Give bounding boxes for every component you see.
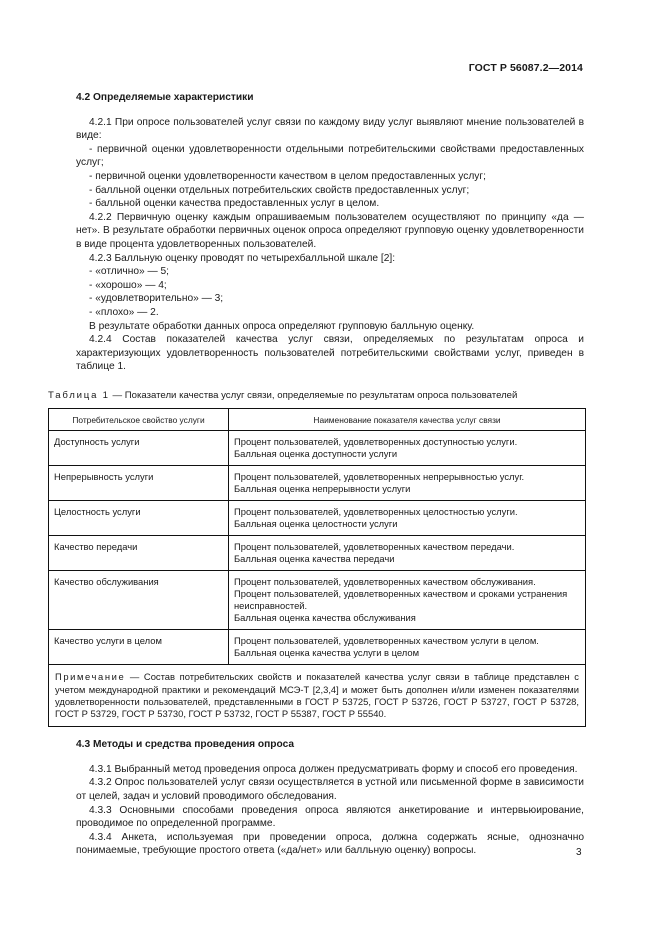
indicator-cell [229,571,586,630]
list-item: - первичной оценки удовлетворенности качеством в целом предоставленных услуг; [89,170,486,182]
indicator-cell [229,501,586,536]
indicator-line: Балльная оценка целостности услуги [234,518,398,530]
paragraph-4-2-4: 4.2.4 Состав показателей качества услуг связи, определяемых по результатам опроса и характеризующих удовлетворенность пользователей потребительскими свойствами услуг, приведен в таблице 1. [76,334,584,373]
column-header-indicator: Наименование показателя качества услуг связи [229,409,586,431]
property-cell: Целостность услуги [49,501,229,536]
score-scale-list [76,265,584,319]
table-row [49,571,586,630]
indicator-cell [229,466,586,501]
table-caption-label: Таблица 1 [48,389,110,401]
table-header-row [49,409,586,431]
indicator-cell [229,630,586,665]
evaluation-list [76,143,584,211]
list-item: - «удовлетворительно» — 3; [89,293,224,305]
indicator-line: Процент пользователей, удовлетворенных целостностью услуги. [234,506,518,518]
list-item: - «плохо» — 2. [89,306,159,318]
indicator-line: Балльная оценка качества услуги в целом [234,647,420,659]
list-item: - первичной оценки удовлетворенности отдельными потребительскими свойствами предоставленных услуг; [76,143,584,169]
paragraph-4-2-3-result: В результате обработки данных опроса определяют групповую балльную оценку. [89,320,475,332]
property-cell: Доступность услуги [49,431,229,466]
section-4-3-title: 4.3 Методы и средства проведения опроса [76,739,295,751]
table-row [49,431,586,466]
property-cell: Непрерывность услуги [49,466,229,501]
list-item: - балльной оценки качества предоставленных услуг в целом. [89,198,380,210]
note-text: — Состав потребительских свойств и показателей качества услуг связи в таблице представлен с учетом международной практики и рекомендаций МСЭ-Т [2,3,4] и может быть дополнен и/или изменен показателями удовлетворенности пользователей, представленными в ГОСТ Р 53725, ГОСТ Р 53726, ГОСТ Р 53727, ГОСТ Р 53728, ГОСТ Р 53729, ГОСТ Р 53730, ГОСТ Р 53732, ГОСТ Р 55387, ГОСТ Р 55540. [55,671,579,720]
indicator-line: Процент пользователей, удовлетворенных доступностью услуги. [234,436,518,448]
indicator-line: Процент пользователей, удовлетворенных качеством и сроками устранения неисправностей. [234,588,568,612]
indicator-line: Процент пользователей, удовлетворенных качеством передачи. [234,541,515,553]
list-item: - балльной оценки отдельных потребительских свойств предоставленных услуг; [89,184,470,196]
column-header-property: Потребительское свойство услуги [49,409,229,431]
property-cell: Качество услуги в целом [49,630,229,665]
table-note [49,665,586,727]
list-item: - «отлично» — 5; [89,266,170,278]
list-item: - «хорошо» — 4; [89,279,167,291]
property-cell: Качество обслуживания [49,571,229,630]
table-caption [48,389,588,403]
indicator-line: Балльная оценка непрерывности услуги [234,483,411,495]
document-code: ГОСТ Р 56087.2—2014 [468,62,583,74]
indicator-line: Балльная оценка качества обслуживания [234,612,416,624]
indicators-table [48,408,586,727]
paragraph-4-3-2: 4.3.2 Опрос пользователей услуг связи осуществляется в устной или письменной форме в зависимости от целей, задач и условий проводимого обследования. [76,777,584,803]
indicator-line: Процент пользователей, удовлетворенных непрерывностью услуг. [234,471,525,483]
paragraph-4-3-1: 4.3.1 Выбранный метод проведения опроса должен предусматривать форму и способ его проведения. [89,763,578,775]
indicator-line: Балльная оценка доступности услуги [234,448,398,460]
table-row [49,466,586,501]
note-label: Примечание [55,671,126,683]
property-cell: Качество передачи [49,536,229,571]
section-4-2-title: 4.2 Определяемые характеристики [76,92,254,103]
page-content [48,91,584,858]
indicator-line: Балльная оценка качества передачи [234,553,395,565]
table-caption-text: — Показатели качества услуг связи, определяемые по результатам опроса пользователей [109,389,518,401]
table-row [49,536,586,571]
indicator-cell [229,536,586,571]
paragraph-4-2-1: 4.2.1 При опросе пользователей услуг связи по каждому виду услуг выявляют мнение пользователей в виде: [76,116,584,142]
indicator-cell [229,431,586,466]
indicator-line: Процент пользователей, удовлетворенных качеством обслуживания. [234,576,536,588]
table-note-row [49,665,586,727]
indicator-line: Процент пользователей, удовлетворенных качеством услуги в целом. [234,635,539,647]
table-row [49,630,586,665]
paragraph-4-2-3: 4.2.3 Балльную оценку проводят по четырехбалльной шкале [2]: [89,252,396,264]
paragraph-4-3-3: 4.3.3 Основными способами проведения опроса являются анкетирование и интервьюирование, проводимое по определенной программе. [76,804,584,830]
paragraph-4-2-2: 4.2.2 Первичную оценку каждым опрашиваемым пользователем осуществляют по принципу «да — нет». В результате обработки первичных оценок опроса определяют групповую оценку удовлетворенности в виде процента удовлетворенных пользователей. [76,211,584,250]
page-number: 3 [576,847,582,858]
paragraph-4-3-4: 4.3.4 Анкета, используемая при проведении опроса, должна содержать ясные, однозначно понимаемые, требующие простого ответа («да/нет» или балльную оценку) вопросы. [76,831,584,857]
table-row [49,501,586,536]
